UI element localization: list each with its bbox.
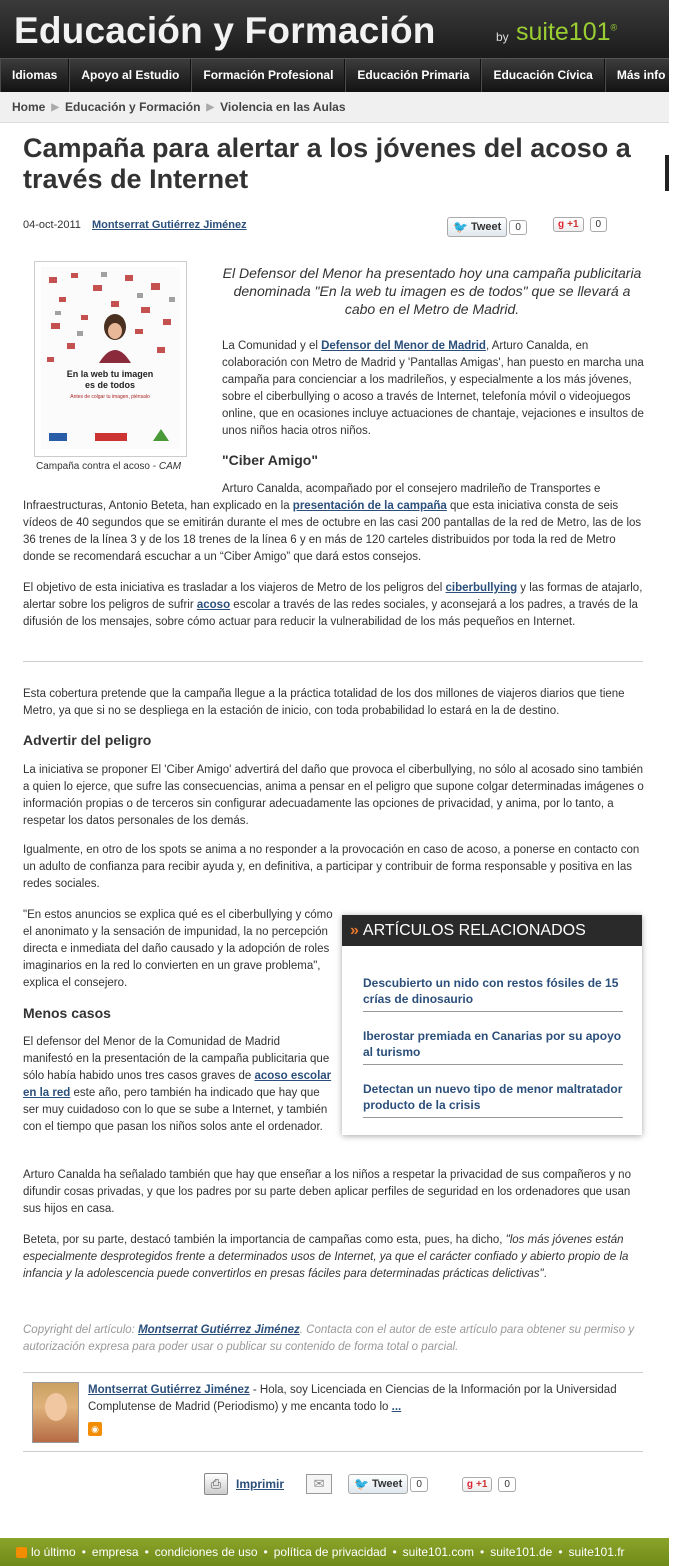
paragraph-6: Igualmente, en otro de los spots se anima a no responder a la provocación en caso de acoso, a ponerse en contacto con un adulto de confianza para recibir ayuda y, en definitiva, a participar y contribuir de forma responsable y positiva en las redes sociales. <box>23 844 640 890</box>
gplus-count: 0 <box>590 217 608 232</box>
footer-link-suite101-com[interactable]: suite101.com <box>402 1545 475 1559</box>
article-lede: El Defensor del Menor ha presentado hoy una campaña publicitaria denominada "En la web tu imagen es de todos" que se llevará a cabo en el Metro de Madrid. <box>222 265 642 317</box>
chevron-right-icon: ▶ <box>51 101 60 113</box>
heading-advertir-del-peligro: Advertir del peligro <box>23 732 152 748</box>
footer-link-lo-ultimo[interactable]: lo último <box>31 1545 76 1559</box>
gplus-share-bottom <box>462 1477 516 1492</box>
paragraph-1 <box>222 338 644 440</box>
paragraph-8 <box>23 1034 333 1136</box>
paragraph-3-text-c: escolar a través de las redes sociales, y aconsejará a los padres, a través de la difusión de los mensajes, sobre cómo actuar para reducir la vulnerabilidad de los más pequeños en Internet. <box>23 599 638 628</box>
nav-item-educacion-civica[interactable]: Educación Cívica <box>481 59 604 92</box>
paragraph-2-text-b: que esta iniciativa consta de seis vídeos de 40 segundos que se emitirán durante el mes de octubre en las casi 200 pantallas de la red de Metro, las de los 36 trenes de la línea 3 y de los 18 trenes de la línea 6 y en más de 120 carteles distribuidos por toda la red de Metro donde se recomendará escuchar a un “Ciber Amigo” que dará estos consejos. <box>23 500 642 563</box>
paragraph-7: "En estos anuncios se explica qué es el ciberbullying y cómo el anonimato y la sensación de impunidad, la no percepción directa e inmediata del daño causado y la adopción de roles imaginarios en la red lo convierten en un grave problema", explica el consejero. <box>23 909 333 989</box>
article-title: Campaña para alertar a los jóvenes del acoso a través de Internet <box>23 133 631 194</box>
ciberbullying-link[interactable]: ciberbullying <box>445 582 518 594</box>
paragraph-8-text: El defensor del Menor de la Comunidad de Madrid manifestó en la presentación de la campaña publicitaria que sólo había habido unos tres casos graves de <box>23 1036 330 1082</box>
nav-item-formacion-profesional[interactable]: Formación Profesional <box>191 59 345 92</box>
site-title[interactable]: Educación y Formación <box>14 10 436 51</box>
copyright-text: Copyright del artículo: <box>23 1324 139 1336</box>
main-nav <box>0 58 681 92</box>
copyright-text-b: . Contacta con el autor de este artículo para obtener su permiso y autorización expresa para poder usar o publicar su contenido de forma total o parcial. <box>23 1324 635 1353</box>
footer-link-suite101-de[interactable]: suite101.de <box>490 1545 553 1559</box>
caption-text: Campaña contra el acoso - <box>36 461 159 472</box>
gplus-count: 0 <box>498 1477 516 1492</box>
tweet-count: 0 <box>410 1477 428 1492</box>
tweet-share <box>447 217 527 237</box>
paragraph-9: Arturo Canalda ha señalado también que hay que enseñar a los niños a respetar la privacidad de sus compañeros y no difundir cosas privadas, y que los padres por su parte deben aplicar perfiles de seguridad en los ordenadores que usan sus hijos en casa. <box>23 1169 631 1215</box>
rss-icon[interactable]: ◉ <box>88 1422 102 1436</box>
author-avatar[interactable] <box>32 1382 79 1443</box>
breadcrumb-category[interactable]: Educación y Formación <box>65 100 201 114</box>
author-link[interactable]: Montserrat Gutiérrez Jiménez <box>91 219 247 231</box>
footer-separator: • <box>392 1545 397 1559</box>
brand-name: suite101 <box>516 18 611 46</box>
copyright-author-link[interactable]: Montserrat Gutiérrez Jiménez <box>138 1324 300 1336</box>
svg-text:es de todos: es de todos <box>84 380 136 390</box>
footer-separator: • <box>144 1545 149 1559</box>
article-actions <box>204 1471 516 1497</box>
nav-item-idiomas[interactable]: Idiomas <box>0 59 69 92</box>
paragraph-1-text: La Comunidad y el <box>222 340 322 352</box>
tweet-button-bottom[interactable] <box>348 1474 408 1494</box>
presentacion-campana-link[interactable]: presentación de la campaña <box>292 500 447 512</box>
author-bio <box>88 1382 633 1416</box>
avatar-face <box>45 1393 67 1421</box>
gplus-share <box>553 217 607 232</box>
double-chevron-icon: » <box>350 922 359 939</box>
tweet-label: Tweet <box>371 1478 403 1490</box>
acoso-link[interactable]: acoso <box>196 599 231 611</box>
gplus-label: +1 <box>567 219 579 230</box>
breadcrumb-home[interactable]: Home <box>12 100 46 114</box>
related-articles-header <box>342 915 642 946</box>
related-article-link[interactable]: Detectan un nuevo tipo de menor maltratador producto de la crisis <box>363 1081 623 1118</box>
footer-link-condiciones[interactable]: condiciones de uso <box>154 1545 258 1559</box>
author-box <box>23 1372 643 1452</box>
related-articles-box <box>342 915 642 1135</box>
site-footer <box>0 1538 669 1566</box>
paragraph-4: Esta cobertura pretende que la campaña llegue a la práctica totalidad de los dos millones de viajeros diarios que tiene Metro, ya que si no se despliega en la estación de inicio, con toda probabilidad lo estará en la de destino. <box>23 688 625 717</box>
nav-item-mas-info[interactable]: Más info ▼ <box>605 59 692 92</box>
nav-item-educacion-primaria[interactable]: Educación Primaria <box>345 59 481 92</box>
gplus-button[interactable] <box>553 217 584 232</box>
paragraph-3-text-b: y las formas de atajarlo, alertar sobre los peligros de sufrir <box>23 582 643 611</box>
envelope-icon[interactable]: ✉ <box>306 1474 332 1494</box>
print-link[interactable]: Imprimir <box>236 1477 285 1491</box>
caption-source: CAM <box>158 461 182 472</box>
tweet-count: 0 <box>509 220 527 235</box>
related-article-link[interactable]: Descubierto un nido con restos fósiles de 15 crías de dinosaurio <box>363 975 623 1012</box>
svg-text:Antes de colgar tu imagen, pié: Antes de colgar tu imagen, piénsalo <box>70 394 150 400</box>
campaign-poster-image <box>41 267 180 449</box>
footer-separator: • <box>558 1545 563 1559</box>
paragraph-10-text: Beteta, por su parte, destacó también la importancia de campañas como esta, pues, ha dicho, <box>23 1234 506 1246</box>
tweet-button[interactable] <box>447 217 507 237</box>
paragraph-3-text: El objetivo de esta iniciativa es trasladar a los viajeros de Metro de los peligros del <box>23 582 446 594</box>
paragraph-2 <box>23 498 645 566</box>
footer-separator: • <box>480 1545 485 1559</box>
image-caption <box>36 461 181 472</box>
brand-registered-mark: ® <box>610 22 618 33</box>
paragraph-3 <box>23 580 645 631</box>
footer-link-empresa[interactable]: empresa <box>91 1545 139 1559</box>
footer-separator: • <box>81 1545 86 1559</box>
paragraph-10 <box>23 1232 645 1283</box>
chevron-right-icon: ▶ <box>206 101 215 113</box>
footer-link-suite101-fr[interactable]: suite101.fr <box>568 1545 625 1559</box>
author-bio-text: - Hola, soy Licenciada en Ciencias de la Información por la Universidad Complutense de Madrid (Periodismo) y me encanta todo lo <box>88 1384 617 1413</box>
paragraph-2-text: Infraestructuras, Antonio Beteta, han explicado en la <box>23 500 293 512</box>
breadcrumb <box>0 92 669 123</box>
author-bio-name-link[interactable]: Montserrat Gutiérrez Jiménez <box>88 1384 250 1396</box>
heading-ciber-amigo: "Ciber Amigo" <box>222 452 318 468</box>
beteta-quote: "los más jóvenes están especialmente desprotegidos frente a determinados usos de Internet, ya que el carácter confiado y abierto propio de la infancia y la adolescencia puede convertirlos en presas fáciles para determinadas prácticas delictivas" <box>23 1234 629 1280</box>
tweet-share-bottom <box>348 1474 428 1494</box>
paragraph-10-end: . <box>543 1268 547 1280</box>
copyright-notice <box>23 1322 645 1356</box>
brand-logo[interactable] <box>516 18 617 47</box>
paragraph-2-first-line: Arturo Canalda, acompañado por el consejero madrileño de Transportes e <box>222 483 601 495</box>
divider <box>23 661 643 662</box>
printer-icon[interactable]: ⎙ <box>204 1473 228 1495</box>
article-meta <box>23 219 247 231</box>
acoso-escolar-link[interactable]: acoso escolar en la red <box>23 1070 332 1099</box>
google-plus-icon: g <box>466 1478 473 1490</box>
nav-item-apoyo-al-estudio[interactable]: Apoyo al Estudio <box>69 59 191 92</box>
twitter-bird-icon: 🐦 <box>354 1477 369 1491</box>
google-plus-icon: g <box>558 219 565 230</box>
rss-icon[interactable] <box>16 1547 27 1558</box>
article-date: 04-oct-2011 <box>23 219 81 231</box>
paragraph-5: La iniciativa se proponer El 'Ciber Amigo' advertirá del daño que provoca el ciberbullying, no sólo al acosado sino también a quien lo ejerce, que sufre las consecuencias, anima a pensar en el peligro que supone colgar determinadas imágenes o información propias o de terceros sin configurar adecuadamente las opciones de privacidad, y anima, por lo tanto, a respetar los datos personales de los demás. <box>23 764 644 827</box>
paragraph-8-text-b: este año, pero también ha indicado que hay que ser muy cuidadoso con lo que se sube a Internet, y también con el tiempo que pasan los niños solos ante el ordenador. <box>23 1087 328 1133</box>
site-header <box>0 0 669 58</box>
footer-link-privacidad[interactable]: política de privacidad <box>273 1545 387 1559</box>
related-articles-title: ARTÍCULOS RELACIONADOS <box>362 922 586 939</box>
defensor-del-menor-link[interactable]: Defensor del Menor de Madrid <box>321 340 486 352</box>
paragraph-1-text-b: , Arturo Canalda, en colaboración con Metro de Madrid y 'Pantallas Amigas', han puesto en marcha una campaña para concienciar a los madrileños, y especialmente a los más jóvenes, sobre el ciberbullying o acoso a través de Internet, telefonía móvil o videojuegos online, que en ocasiones incluye actuaciones de chantaje, vejaciones e insultos de unos niños hacia otros niños. <box>222 340 644 437</box>
side-tab[interactable] <box>665 155 669 191</box>
gplus-button-bottom[interactable] <box>462 1477 493 1492</box>
author-bio-more-link[interactable]: ... <box>391 1401 402 1413</box>
related-article-link[interactable]: Iberostar premiada en Canarias por su apoyo al turismo <box>363 1028 623 1065</box>
tweet-label: Tweet <box>470 221 502 233</box>
by-label: by <box>496 30 509 44</box>
twitter-bird-icon: 🐦 <box>453 220 468 234</box>
article-image[interactable] <box>34 261 187 457</box>
svg-text:En la web tu imagen: En la web tu imagen <box>66 369 154 379</box>
heading-menos-casos: Menos casos <box>23 1005 111 1021</box>
footer-separator: • <box>263 1545 268 1559</box>
breadcrumb-subcategory[interactable]: Violencia en las Aulas <box>220 100 346 114</box>
gplus-label: +1 <box>476 1478 488 1490</box>
